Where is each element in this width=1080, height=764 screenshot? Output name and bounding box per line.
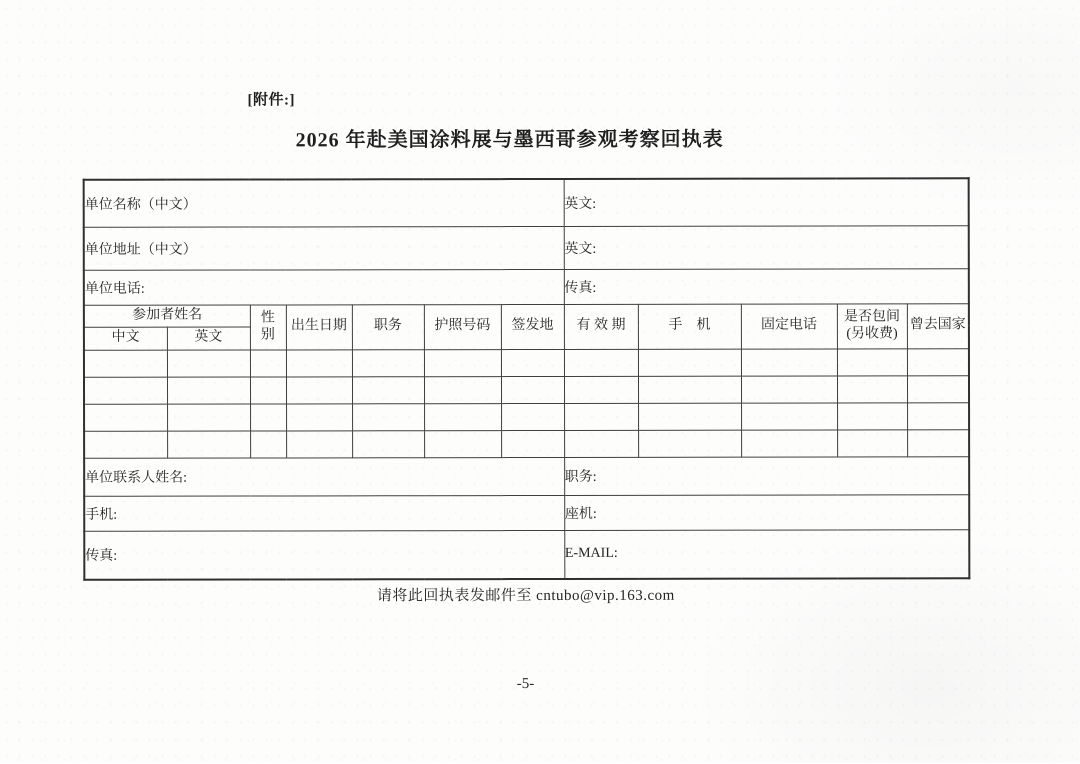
participant-cell xyxy=(286,403,352,430)
col-header-landline: 固定电话 xyxy=(741,303,837,348)
participant-cell xyxy=(907,348,969,375)
col-header-gender: 性 别 xyxy=(250,304,286,349)
participant-cell xyxy=(638,403,741,430)
participant-row xyxy=(84,429,969,458)
participant-cell xyxy=(837,348,907,375)
participant-cell xyxy=(352,376,424,403)
col-header-position: 职务 xyxy=(352,304,424,349)
col-header-name-en: 英文 xyxy=(167,327,250,350)
page-number: -5- xyxy=(516,676,535,693)
participant-cell xyxy=(286,430,352,457)
col-header-name-cn: 中文 xyxy=(84,327,167,350)
table-row xyxy=(84,225,969,270)
field-contact-landline: 座机: xyxy=(564,494,969,530)
col-header-mobile: 手 机 xyxy=(638,304,741,349)
field-company-phone: 单位电话: xyxy=(84,269,564,305)
table-row xyxy=(84,529,969,580)
participant-cell xyxy=(352,403,424,430)
col-header-issue-place: 签发地 xyxy=(501,304,564,349)
participant-cell xyxy=(286,376,352,403)
participant-cell xyxy=(741,402,837,429)
participant-cell xyxy=(501,403,564,430)
participant-cell xyxy=(501,376,564,403)
participant-cell xyxy=(638,349,741,376)
table-header-row xyxy=(84,303,969,327)
participant-cell xyxy=(907,375,969,402)
participant-cell xyxy=(352,349,424,376)
participant-cell xyxy=(741,375,837,402)
participant-cell xyxy=(741,348,837,375)
participant-row xyxy=(84,348,969,377)
participant-cell xyxy=(84,431,167,458)
participant-cell xyxy=(167,377,250,404)
participant-cell xyxy=(167,431,250,458)
participant-cell xyxy=(907,402,969,429)
table-row xyxy=(84,456,969,496)
participant-cell xyxy=(501,430,564,457)
col-header-private-room: 是否包间 (另收费) xyxy=(837,303,907,348)
participant-cell xyxy=(907,429,969,456)
participant-cell xyxy=(167,404,250,431)
col-header-validity: 有 效 期 xyxy=(564,304,638,349)
field-company-address-en: 英文: xyxy=(564,225,969,269)
field-company-name-cn: 单位名称（中文） xyxy=(84,179,564,227)
participant-cell xyxy=(638,430,741,457)
participant-cell xyxy=(250,349,286,376)
footer-note: 请将此回执表发邮件至 cntubo@vip.163.com xyxy=(376,587,675,605)
col-header-participant-name: 参加者姓名 xyxy=(84,305,250,327)
participant-cell xyxy=(564,376,638,403)
participant-cell xyxy=(84,377,167,404)
participant-cell xyxy=(84,404,167,431)
field-contact-email: E-MAIL: xyxy=(564,529,969,579)
field-contact-fax: 传真: xyxy=(84,530,564,580)
participant-cell xyxy=(424,376,501,403)
field-company-fax: 传真: xyxy=(564,268,969,304)
participant-cell xyxy=(167,350,250,377)
participant-cell xyxy=(250,430,286,457)
table-row xyxy=(84,268,969,305)
participant-cell xyxy=(84,350,167,377)
participant-cell xyxy=(638,376,741,403)
participant-cell xyxy=(250,376,286,403)
field-company-name-en: 英文: xyxy=(564,178,969,226)
attachment-label: [附件:] xyxy=(247,92,296,109)
participant-row xyxy=(84,375,969,404)
table-row xyxy=(84,494,969,531)
participant-cell xyxy=(424,403,501,430)
participant-cell xyxy=(286,349,352,376)
participant-cell xyxy=(837,402,907,429)
participant-row xyxy=(84,402,969,431)
participant-cell xyxy=(501,349,564,376)
participant-cell xyxy=(741,429,837,456)
field-company-address-cn: 单位地址（中文） xyxy=(84,226,564,270)
col-header-birth-date: 出生日期 xyxy=(286,304,352,349)
field-contact-name: 单位联系人姓名: xyxy=(84,457,564,496)
page-title: 2026 年赴美国涂料展与墨西哥参观考察回执表 xyxy=(295,128,724,152)
participant-cell xyxy=(564,403,638,430)
participant-cell xyxy=(564,349,638,376)
table-row xyxy=(84,178,969,227)
field-contact-position: 职务: xyxy=(564,456,969,495)
participant-cell xyxy=(837,375,907,402)
col-header-visited-countries: 曾去国家 xyxy=(907,303,969,348)
field-contact-mobile: 手机: xyxy=(84,495,564,531)
participant-cell xyxy=(424,349,501,376)
reply-form-table xyxy=(83,177,971,581)
participant-cell xyxy=(250,403,286,430)
participant-cell xyxy=(352,430,424,457)
participant-cell xyxy=(837,429,907,456)
col-header-passport-no: 护照号码 xyxy=(424,304,501,349)
participant-cell xyxy=(424,430,501,457)
participant-cell xyxy=(564,430,638,457)
